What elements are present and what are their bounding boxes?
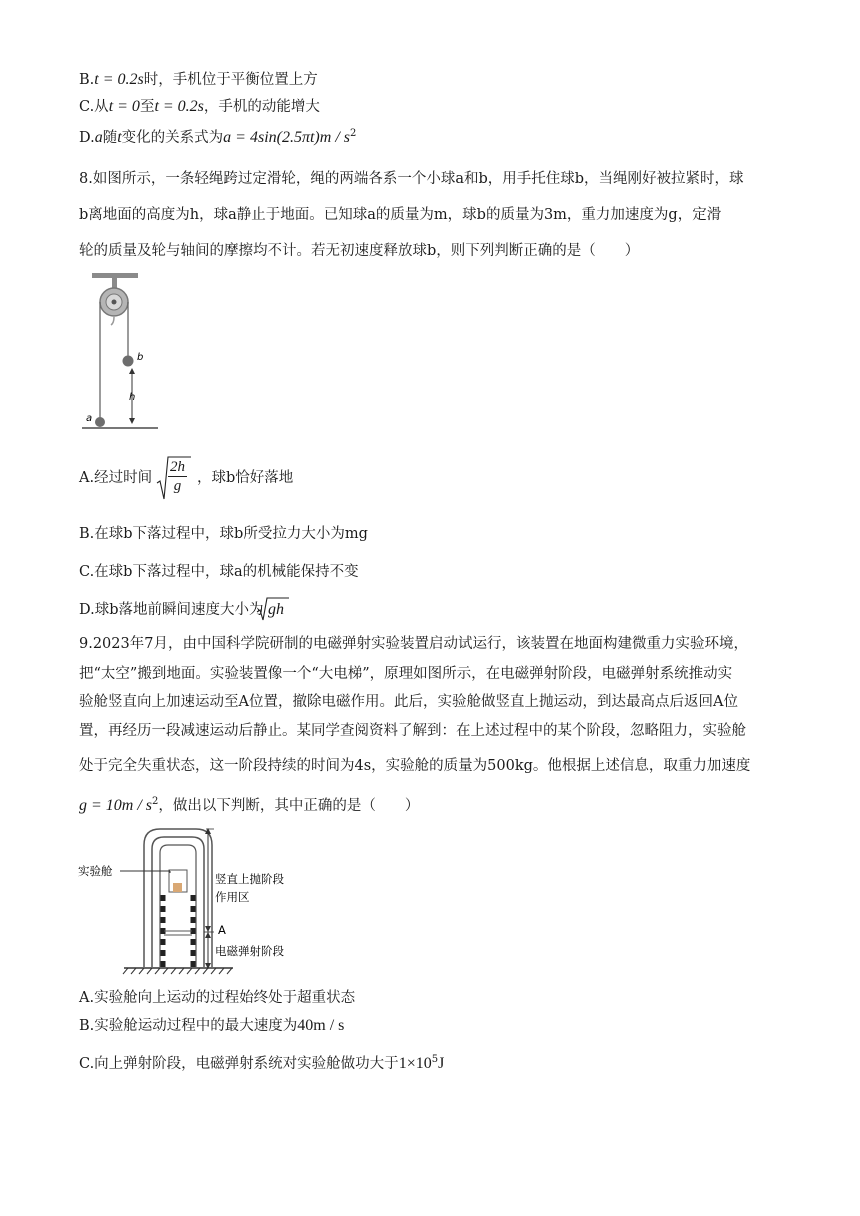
q8-option-b: B.在球b下落过程中，球b所受拉力大小为mg: [79, 526, 368, 542]
option-text: C.向上弹射阶段，电磁弹射系统对实验舱做功大于: [79, 1056, 399, 1072]
label-em-phase: 电磁弹射阶段: [215, 944, 284, 958]
label-b: b: [137, 352, 144, 363]
q9-launcher-figure: [78, 825, 308, 975]
q9-option-a: A.实验舱向上运动的过程始终处于超重状态: [79, 990, 356, 1006]
option-label: C.从: [79, 99, 109, 115]
math-unit: J: [438, 1055, 445, 1072]
option-b-top: [79, 70, 790, 90]
math-expr: t = 0.2s: [154, 98, 204, 115]
math-expr: t = 0: [108, 98, 140, 115]
q9-stem-line-4: 置，再经历一段减速运动后静止。某同学查阅资料了解到：在上述过程中的某个阶段，忽略阻力，实验舱: [79, 723, 746, 739]
option-text: 至: [139, 99, 155, 115]
label-h: h: [129, 392, 136, 403]
q8-stem-line-3: 轮的质量及轮与轴间的摩擦均不计。若无初速度释放球b，则下列判断正确的是（ ）: [79, 243, 640, 259]
q8-option-a: [79, 455, 790, 505]
q9-option-b: [79, 1016, 790, 1036]
option-text: ，做出以下判断，其中正确的是（ ）: [158, 798, 420, 814]
label-zone: 作用区: [215, 890, 250, 904]
option-text: D.球b落地前瞬间速度大小为: [79, 602, 264, 618]
q9-stem-line-5: 处于完全失重状态，这一阶段持续的时间为4s，实验舱的质量为500kg。他根据上述信息，取重力加速度: [79, 758, 751, 774]
math-exponent: 2: [349, 128, 357, 140]
fraction-numerator: 2h: [170, 459, 185, 475]
math-expr: 1×10: [398, 1055, 432, 1072]
q8-stem-line-1: 8.如图所示，一条轻绳跨过定滑轮，绳的两端各系一个小球a和b，用手托住球b，当绳刚好被拉紧时，球: [79, 171, 744, 187]
q8-pulley-figure: [80, 270, 160, 435]
q9-stem-line-2: 把“太空”搬到地面。实验装置像一个“大电梯”，原理如图所示，在电磁弹射阶段，电磁弹射系统推动实: [79, 666, 733, 682]
math-formula: a = 4sin(2.5πt)m / s: [223, 129, 350, 146]
option-text: 变化的关系式为: [121, 130, 224, 146]
option-text: A.经过时间: [79, 470, 153, 486]
q8-option-d: [79, 596, 790, 622]
math-exponent: 5: [431, 1054, 439, 1066]
label-a: a: [86, 413, 93, 424]
option-text: 随: [102, 130, 118, 146]
sqrt-radicand: gh: [268, 601, 284, 618]
option-d-top: [79, 128, 790, 148]
math-var: a: [94, 129, 103, 146]
q9-stem-line-3: 验舱竖直向上加速运动至A位置，撤除电磁作用。此后，实验舱做竖直上抛运动，到达最高点后返回A位: [79, 694, 738, 710]
label-a-position: A: [218, 923, 226, 937]
q9-option-c: [79, 1054, 790, 1074]
math-var: t: [117, 129, 122, 146]
option-text: 时，手机位于平衡位置上方: [143, 72, 318, 88]
option-label: D.: [79, 130, 95, 146]
q8-option-c: C.在球b下落过程中，球a的机械能保持不变: [79, 564, 359, 580]
fraction-denominator: g: [173, 478, 182, 494]
label-phase-up: 竖直上抛阶段: [215, 872, 284, 886]
option-label: B.: [79, 72, 95, 88]
option-text: B.实验舱运动过程中的最大速度为: [79, 1018, 298, 1034]
q9-stem-line-1: 9.2023年7月，由中国科学院研制的电磁弹射实验装置启动试运行，该装置在地面构建微重力实验环境，: [79, 636, 748, 652]
label-cabin: 实验舱: [78, 864, 113, 878]
q8-stem-line-2: b离地面的高度为h，球a静止于地面。已知球a的质量为m，球b的质量为3m，重力加速度为g，定滑: [79, 207, 722, 223]
math-exponent: 2: [152, 796, 159, 808]
math-expr: 40m / s: [297, 1017, 345, 1034]
math-expr: g = 10m / s: [79, 797, 153, 814]
option-c-top: [79, 97, 790, 117]
option-text: ，手机的动能增大: [203, 99, 320, 115]
option-text: ，球b恰好落地: [197, 470, 294, 486]
q9-stem-line-6: [79, 796, 790, 816]
math-expr: t = 0.2s: [94, 71, 144, 88]
